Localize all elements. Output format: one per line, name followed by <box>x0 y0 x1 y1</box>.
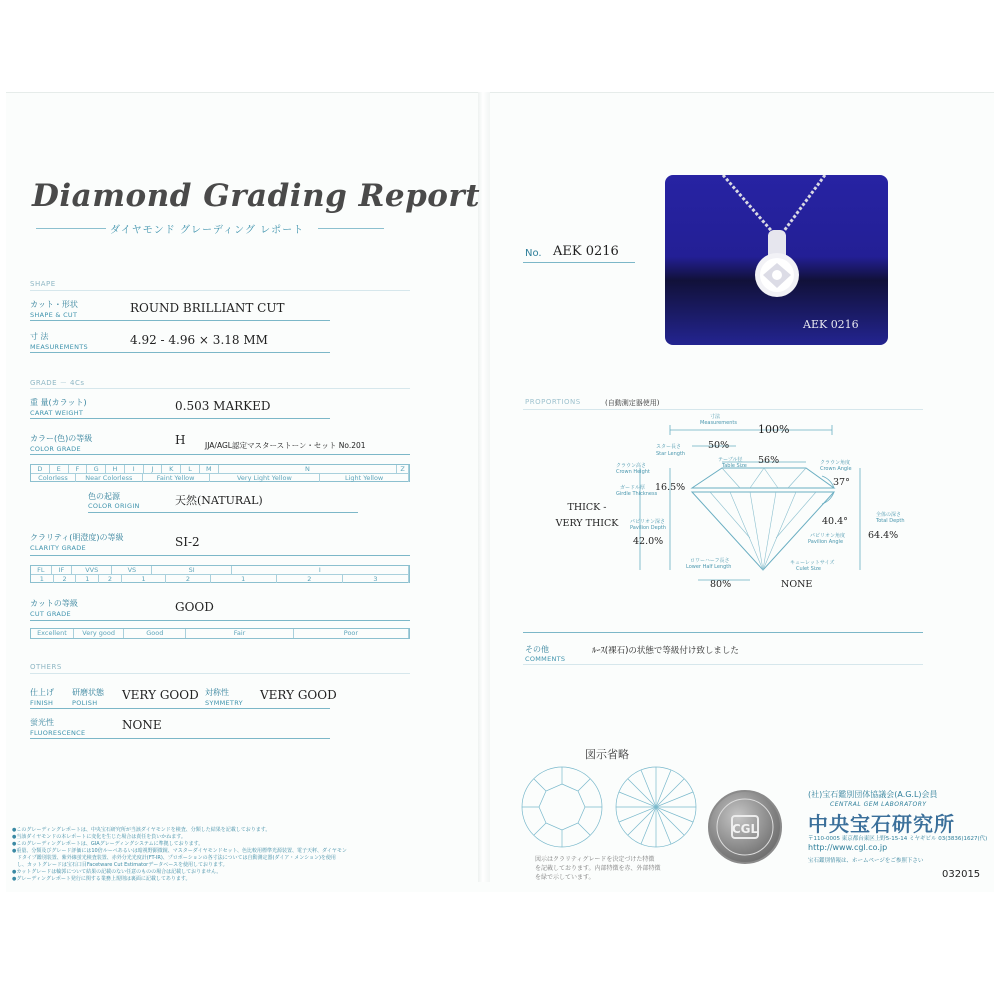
footnote: ●重量、分類及びグレード評価には10倍ルーペあるいは暗視野顕微鏡、マスターダイヤモンドセット、色比較用標準光源装置、電子天秤、ダイヤモン <box>12 848 347 854</box>
measurements-lbl-jp: 寸法 <box>710 414 721 420</box>
color-scale-group: Faint Yellow <box>143 474 210 482</box>
clarity-scale-sub: 1 <box>122 575 166 583</box>
symmetry-label-jp: 対称性 <box>205 688 229 697</box>
footnote: ●このグレーディングレポートは、中央宝石研究所が当該ダイヤモンドを検査、分類した結果を記載しております。 <box>12 827 271 833</box>
shape-heading: SHAPE <box>30 280 56 288</box>
clarity-scale-grade: VVS <box>72 566 112 574</box>
origin-label-jp: 色の起源 <box>88 492 120 501</box>
polish-label-en: POLISH <box>72 699 98 707</box>
lab-seal <box>708 790 782 864</box>
girdle-lbl-en: Girdle Thickness <box>616 491 658 497</box>
cut-shape-label-en: SHAPE & CUT <box>30 311 78 319</box>
divider <box>523 664 923 665</box>
lower-half-value: 80% <box>710 579 732 590</box>
pendant-photo <box>665 175 888 345</box>
color-label-jp: カラー(色)の等級 <box>30 434 93 443</box>
symmetry-value: VERY GOOD <box>260 688 337 702</box>
table-lbl-jp: テーブル径 <box>718 457 743 463</box>
color-scale-letter: K <box>162 465 181 473</box>
crown-height-lbl-jp: クラウン高さ <box>616 463 647 469</box>
origin-value: 天然(NATURAL) <box>175 494 263 507</box>
lab-address: 〒110-0005 東京都台東区上野5-15-14 ミヤギビル 03(3836)1627(代) <box>808 836 988 842</box>
carat-label-jp: 重 量(カラット) <box>30 398 87 407</box>
pavilion-angle-lbl-jp: パビリオン角度 <box>810 533 845 539</box>
report-number-value: AEK 0216 <box>553 244 619 259</box>
diagram-note-line: を記載しております。内部特徴を赤、外部特徴 <box>535 865 661 872</box>
pavilion-depth-lbl-jp: パビリオン深さ <box>630 519 665 525</box>
crown-height-value: 16.5% <box>655 482 686 493</box>
cut-scale-grade: Fair <box>186 629 294 638</box>
comments-value: ﾙｰｽ(裸石)の状態で等級付け致しました <box>592 646 739 656</box>
clarity-scale-sub: 1 <box>76 575 99 583</box>
plot-diagrams <box>520 762 700 852</box>
color-scale-letter: E <box>50 465 69 473</box>
star-lbl-en: Star Length <box>656 451 686 457</box>
cut-grade-label-en: CUT GRADE <box>30 610 71 618</box>
subtitle-rule-right <box>318 228 384 229</box>
underline <box>30 352 330 353</box>
color-scale-letter: G <box>87 465 106 473</box>
lab-url-note: 宝石鑑別情報は、ホームページをご参照下さい <box>808 858 924 864</box>
lab-url[interactable]: http://www.cgl.co.jp <box>808 843 888 852</box>
clarity-scale-sub: 1 <box>211 575 277 583</box>
clarity-scale-sub: 3 <box>343 575 409 583</box>
girdle-lbl-jp: ガードル厚 <box>620 485 646 491</box>
diagram-note <box>535 855 661 882</box>
diagram-note-line: を緑で示しています。 <box>535 874 595 881</box>
measurements-label-en: MEASUREMENTS <box>30 343 88 351</box>
comments-label-en: COMMENTS <box>525 655 566 663</box>
diagram-note-line: 図示はクラリティグレードを決定づけた特徴 <box>535 856 655 863</box>
polish-label-jp: 研磨状態 <box>72 688 104 697</box>
measurements-label-jp: 寸 法 <box>30 332 49 341</box>
carat-value: 0.503 MARKED <box>175 399 271 413</box>
auto-measure-note: (自動測定器使用) <box>605 399 660 407</box>
crown-height-lbl-en: Crown Height <box>616 469 650 475</box>
width-pct: 100% <box>758 423 790 436</box>
underline <box>30 708 330 709</box>
lab-name: 中央宝石研究所 <box>808 812 955 836</box>
culet-lbl-en: Culet Size <box>796 566 821 572</box>
underline <box>30 320 330 321</box>
underline <box>523 262 635 263</box>
lab-name-en: CENTRAL GEM LABORATORY <box>830 801 927 808</box>
total-depth-lbl-en: Total Depth <box>876 518 905 524</box>
culet-lbl-jp: キューレットサイズ <box>790 560 835 566</box>
polish-value: VERY GOOD <box>122 688 199 702</box>
crown-angle-lbl-jp: クラウン角度 <box>820 460 851 466</box>
color-label-en: COLOR GRADE <box>30 445 81 453</box>
finish-label-en: FINISH <box>30 699 54 707</box>
cut-scale-grade: Good <box>124 629 186 638</box>
underline <box>30 555 410 556</box>
color-scale-letter: I <box>125 465 144 473</box>
subtitle-rule-left <box>36 228 106 229</box>
divider <box>523 632 923 633</box>
clarity-scale-grade: IF <box>52 566 73 574</box>
origin-label-en: COLOR ORIGIN <box>88 502 140 510</box>
cut-shape-value: ROUND BRILLIANT CUT <box>130 301 285 315</box>
pavilion-angle-lbl-en: Pavilion Angle <box>808 539 844 545</box>
footnote: ●グレーディングレポート発行に関する業務上規則は裏面に記載してあります。 <box>12 876 191 882</box>
svg-text:CGL: CGL <box>731 822 759 836</box>
color-value: H <box>175 433 186 447</box>
underline <box>30 418 330 419</box>
cut-scale-grade: Excellent <box>31 629 74 638</box>
clarity-label-jp: クラリティ(明澄度)の等級 <box>30 533 124 542</box>
color-scale-letter: N <box>219 465 398 473</box>
lab-member-text: (社)宝石鑑別団体協議会(A.G.L)会員 <box>808 790 938 799</box>
divider <box>30 673 410 674</box>
clarity-label-en: CLARITY GRADE <box>30 544 86 552</box>
measurements-value: 4.92 - 4.96 × 3.18 MM <box>130 333 268 347</box>
clarity-value: SI-2 <box>175 535 200 549</box>
clarity-scale <box>30 565 410 583</box>
color-scale-letter: D <box>31 465 50 473</box>
underline <box>30 620 410 621</box>
color-scale-letter: J <box>144 465 163 473</box>
cut-grade-label-jp: カットの等級 <box>30 599 78 608</box>
color-scale-group: Light Yellow <box>320 474 409 482</box>
pavilion-depth-lbl-en: Pavilion Depth <box>630 525 667 531</box>
cut-scale-grade: Poor <box>294 629 409 638</box>
underline <box>30 738 330 739</box>
clarity-scale-grade: VS <box>112 566 152 574</box>
fluorescence-label-jp: 蛍光性 <box>30 718 54 727</box>
clarity-scale-sub: 2 <box>99 575 122 583</box>
total-depth-value: 64.4% <box>868 530 899 541</box>
clarity-scale-sub: 2 <box>166 575 210 583</box>
color-scale-letter: Z <box>397 465 409 473</box>
divider <box>523 409 923 410</box>
color-scale <box>30 464 410 482</box>
girdle-value-line: THICK - <box>567 502 607 513</box>
photo-caption: AEK 0216 <box>803 318 859 331</box>
color-scale-letter: M <box>200 465 219 473</box>
total-depth-lbl-jp: 全体の深さ <box>876 512 902 518</box>
divider <box>30 290 410 291</box>
footnote: ●当該ダイヤモンドの本レポートに変化を生じた場合は責任を負いかねます。 <box>12 834 186 840</box>
pavilion-angle-value: 40.4° <box>822 516 848 527</box>
others-heading: OTHERS <box>30 663 62 671</box>
fluorescence-value: NONE <box>122 718 162 732</box>
finish-label-jp: 仕上げ <box>30 688 54 697</box>
color-scale-group: Very Light Yellow <box>210 474 321 482</box>
crown-angle-value: 37° <box>833 477 850 488</box>
girdle-value-line: VERY THICK <box>555 518 619 529</box>
table-value: 56% <box>758 455 780 466</box>
serial-number: 032015 <box>942 869 981 880</box>
clarity-scale-grade: I <box>232 566 409 574</box>
carat-label-en: CARAT WEIGHT <box>30 409 84 417</box>
grade-heading: GRADE － 4Cs <box>30 379 85 387</box>
table-lbl-en: Table Size <box>722 463 747 469</box>
color-scale-group: Near Colorless <box>76 474 143 482</box>
clarity-scale-grade: FL <box>31 566 52 574</box>
footnote: し、カットグレードは宝石口目Facetware Cut Estimatorデータベースを使用しております。 <box>12 862 228 868</box>
divider <box>30 388 410 389</box>
star-value: 50% <box>708 440 730 451</box>
report-number-label: No. <box>525 248 542 259</box>
color-scale-group: Colorless <box>31 474 76 482</box>
diamond-proportion-diagram <box>600 420 920 600</box>
clarity-scale-grade: SI <box>152 566 231 574</box>
comments-label-jp: その他 <box>525 645 549 654</box>
pavilion-depth-value: 42.0% <box>633 536 664 547</box>
footnote: ●このグレーディングレポートは、GIAグレーディングシステムに準拠しております。 <box>12 841 204 847</box>
proportions-heading: PROPORTIONS <box>525 398 581 406</box>
measurements-lbl-en: Measurements <box>700 420 737 426</box>
footnote: ドタイプ鑑別装置、紫外線蛍光検査装置、赤外分光光度計(FT-IR)、プロポーションの各寸法については自動測定器(ダイア・メンション)を使用 <box>12 855 336 861</box>
footnotes <box>12 827 347 883</box>
diagram-omitted: 図示省略 <box>585 748 629 761</box>
fluorescence-label-en: FLUORESCENCE <box>30 729 86 737</box>
lower-half-lbl-jp: ロワーハーフ長さ <box>690 558 730 564</box>
clarity-scale-sub: 2 <box>54 575 77 583</box>
culet-value: NONE <box>781 579 813 590</box>
color-scale-letter: F <box>69 465 88 473</box>
cut-shape-label-jp: カット・形状 <box>30 300 78 309</box>
symmetry-label-en: SYMMETRY <box>205 699 243 707</box>
underline <box>88 512 358 513</box>
crown-angle-lbl-en: Crown Angle <box>820 466 852 472</box>
report-subtitle: ダイヤモンド グレーディング レポート <box>110 225 305 236</box>
report-title: Diamond Grading Report <box>32 178 481 214</box>
girdle-value <box>552 502 622 529</box>
footnote: ●カットグレードは輪郭について結果の記載のない任意のものの場合は記載しておりません。 <box>12 869 222 875</box>
lower-half-lbl-en: Lower Half Length <box>686 564 732 570</box>
color-scale-letter: H <box>106 465 125 473</box>
cut-scale-grade: Very good <box>74 629 124 638</box>
underline <box>30 454 410 455</box>
star-lbl-jp: スター長さ <box>656 444 682 450</box>
color-note: JJA/AGL認定マスターストーン・セット No.201 <box>205 441 366 450</box>
clarity-scale-sub: 1 <box>31 575 54 583</box>
color-scale-letter: L <box>181 465 200 473</box>
cut-scale <box>30 628 410 639</box>
cut-grade-value: GOOD <box>175 600 214 614</box>
clarity-scale-sub: 2 <box>277 575 343 583</box>
